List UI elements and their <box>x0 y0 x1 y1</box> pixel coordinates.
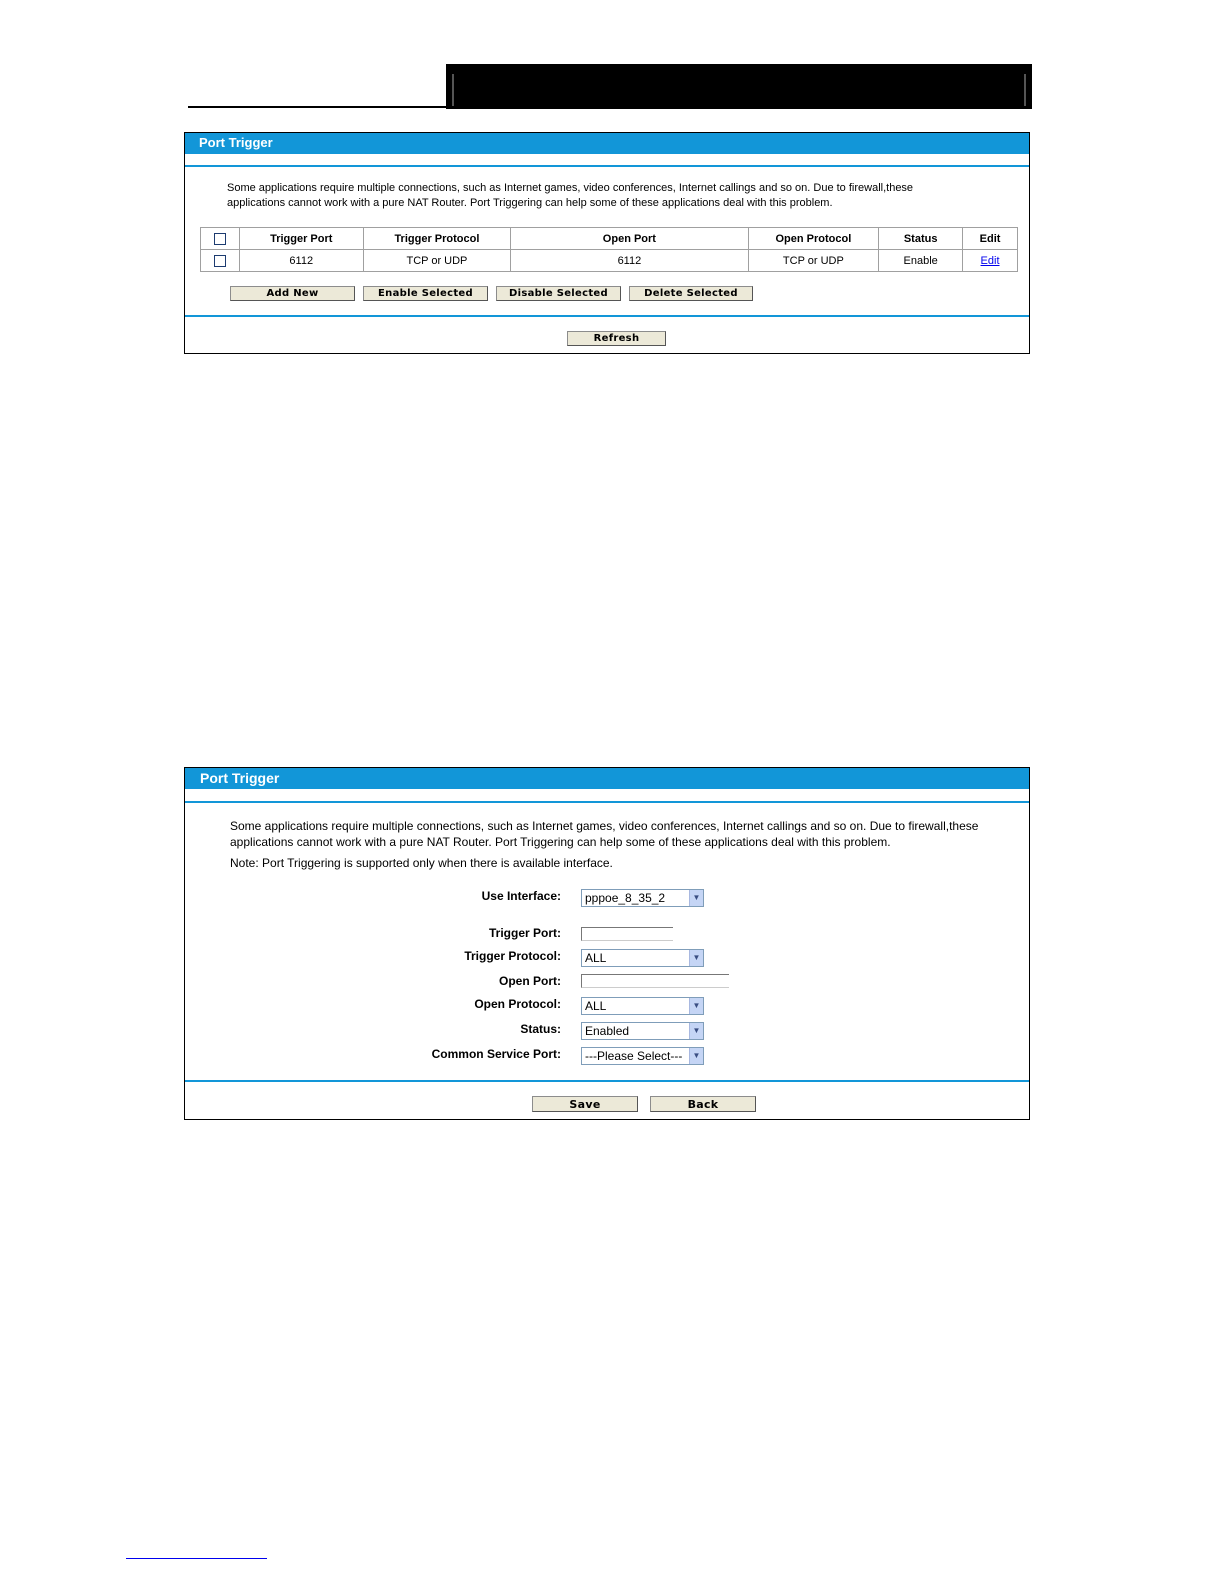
refresh-button[interactable]: Refresh <box>567 331 666 346</box>
description: Some applications require multiple connections, such as Internet games, video conferences, Internet callings and so on. Due to firewall,these applications cannot work with a pure NAT Router. Port Triggering can help some of these applications deal with this problem. <box>227 182 914 209</box>
chevron-down-icon: ▼ <box>689 1048 703 1064</box>
cell-trigger-port: 6112 <box>239 250 363 272</box>
trigger-protocol-select[interactable]: ALL ▼ <box>581 949 704 967</box>
common-service-port-label: Common Service Port: <box>431 1047 561 1061</box>
col-status: Status <box>879 228 963 250</box>
back-button[interactable]: Back <box>650 1096 756 1112</box>
status-select[interactable]: Enabled ▼ <box>581 1022 704 1040</box>
chevron-down-icon: ▼ <box>689 950 703 966</box>
open-protocol-select[interactable]: ALL ▼ <box>581 997 704 1015</box>
cell-open-protocol: TCP or UDP <box>748 250 879 272</box>
edit-link[interactable]: Edit <box>980 254 1000 267</box>
col-trigger-protocol: Trigger Protocol <box>363 228 511 250</box>
header-bar-tick-left <box>452 74 454 106</box>
port-trigger-list-panel <box>184 132 1030 354</box>
chevron-down-icon: ▼ <box>689 1023 703 1039</box>
trigger-port-label: Trigger Port: <box>488 926 561 940</box>
status-label: Status: <box>520 1022 561 1036</box>
col-open-protocol: Open Protocol <box>748 228 879 250</box>
header-rule <box>188 106 448 108</box>
table-row <box>201 250 1018 272</box>
add-new-button[interactable]: Add New <box>230 286 355 301</box>
chevron-down-icon: ▼ <box>689 998 703 1014</box>
open-port-input[interactable] <box>581 974 729 988</box>
open-port-label: Open Port: <box>499 974 561 988</box>
trigger-port-input[interactable] <box>581 927 673 941</box>
save-button[interactable]: Save <box>532 1096 638 1112</box>
disable-selected-button[interactable]: Disable Selected <box>496 286 621 301</box>
footer-link-underline <box>126 1558 267 1559</box>
row-select-cell <box>201 250 240 272</box>
header-bar-tick-right <box>1024 74 1026 106</box>
select-all-cell <box>201 228 240 250</box>
trigger-protocol-label: Trigger Protocol: <box>464 949 561 963</box>
divider <box>185 801 1029 803</box>
use-interface-label: Use Interface: <box>481 889 561 903</box>
panel-title: Port Trigger <box>185 768 1029 789</box>
delete-selected-button[interactable]: Delete Selected <box>629 286 753 301</box>
cell-open-port: 6112 <box>511 250 748 272</box>
note-text: Note: Port Triggering is supported only when there is available interface. <box>230 856 613 870</box>
description: Some applications require multiple connections, such as Internet games, video conferences, Internet callings and so on. Due to firewall,these applications cannot work with a pure NAT Router. Port Triggering can help some of these applications deal with this problem. Note: Port Triggering is supported only when there is available interface. <box>230 818 1020 871</box>
divider <box>185 1080 1029 1082</box>
enable-selected-button[interactable]: Enable Selected <box>363 286 488 301</box>
cell-edit <box>963 250 1018 272</box>
row-checkbox[interactable] <box>214 255 226 267</box>
table-header-row <box>201 228 1018 250</box>
col-open-port: Open Port <box>511 228 748 250</box>
port-trigger-form-panel <box>184 767 1030 1120</box>
port-trigger-table <box>200 227 1018 272</box>
col-trigger-port: Trigger Port <box>239 228 363 250</box>
select-all-checkbox[interactable] <box>214 233 226 245</box>
divider <box>185 165 1029 167</box>
common-service-port-select[interactable]: ---Please Select--- ▼ <box>581 1047 704 1065</box>
cell-status: Enable <box>879 250 963 272</box>
panel-title: Port Trigger <box>185 133 1029 154</box>
cell-trigger-protocol: TCP or UDP <box>363 250 511 272</box>
divider <box>185 315 1029 317</box>
open-protocol-label: Open Protocol: <box>474 997 561 1011</box>
use-interface-select[interactable]: pppoe_8_35_2 ▼ <box>581 889 704 907</box>
col-edit: Edit <box>963 228 1018 250</box>
header-bar <box>446 64 1032 109</box>
chevron-down-icon: ▼ <box>689 890 703 906</box>
